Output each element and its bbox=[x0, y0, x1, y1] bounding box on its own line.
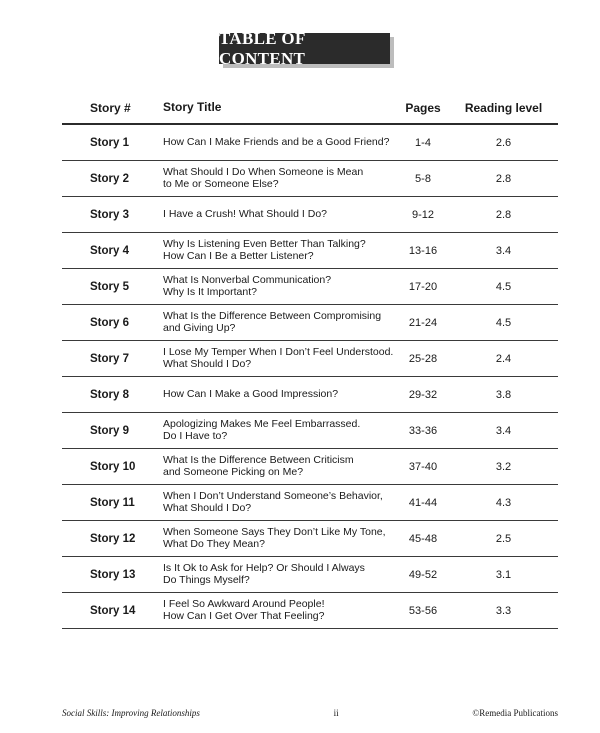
story-number: Story 13 bbox=[90, 568, 136, 581]
story-title-line-1: How Can I Make Friends and be a Good Friend? bbox=[163, 135, 390, 148]
story-reading-level: 3.4 bbox=[495, 424, 512, 437]
story-number: Story 7 bbox=[90, 352, 129, 365]
story-pages: 53-56 bbox=[408, 604, 438, 617]
table-row bbox=[62, 521, 558, 557]
story-title bbox=[163, 167, 397, 190]
story-title-line-2: What Should I Do? bbox=[163, 357, 252, 370]
story-reading-level: 4.5 bbox=[495, 280, 512, 293]
story-title bbox=[163, 137, 397, 149]
story-number: Story 9 bbox=[90, 424, 129, 437]
story-number: Story 2 bbox=[90, 172, 129, 185]
story-title bbox=[163, 347, 397, 370]
story-pages: 17-20 bbox=[408, 280, 438, 293]
table-row bbox=[62, 233, 558, 269]
story-title-line-1: Is It Ok to Ask for Help? Or Should I Always bbox=[163, 562, 365, 574]
story-pages: 29-32 bbox=[408, 388, 438, 401]
story-title bbox=[163, 599, 397, 622]
story-title-line-2: Why Is It Important? bbox=[163, 285, 257, 298]
story-title-line-1: I Have a Crush! What Should I Do? bbox=[163, 207, 327, 220]
story-title bbox=[163, 527, 397, 550]
story-title-line-1: What Is Nonverbal Communication? bbox=[163, 274, 332, 286]
story-pages: 1-4 bbox=[415, 136, 431, 149]
story-reading-level: 3.3 bbox=[495, 604, 512, 617]
story-reading-level: 2.8 bbox=[495, 208, 512, 221]
table-row bbox=[62, 557, 558, 593]
table-body bbox=[62, 125, 558, 629]
story-reading-level: 2.5 bbox=[495, 532, 512, 545]
footer-page-number: ii bbox=[333, 708, 339, 718]
story-title bbox=[163, 455, 397, 478]
story-title bbox=[163, 563, 397, 586]
story-title-line-2: to Me or Someone Else? bbox=[163, 177, 279, 190]
story-reading-level: 2.6 bbox=[495, 136, 512, 149]
story-title-line-2: and Giving Up? bbox=[163, 321, 236, 334]
table-row bbox=[62, 593, 558, 629]
story-title-line-1: Why Is Listening Even Better Than Talking? bbox=[163, 238, 366, 250]
story-title-line-1: I Lose My Temper When I Don’t Feel Understood. bbox=[163, 346, 394, 358]
header-reading-level: Reading level bbox=[464, 101, 543, 115]
footer-book-title: Social Skills: Improving Relationships bbox=[62, 708, 200, 718]
story-number: Story 12 bbox=[90, 532, 136, 545]
story-title-line-1: What Is the Difference Between Criticism bbox=[163, 454, 354, 466]
story-pages: 41-44 bbox=[408, 496, 438, 509]
story-number: Story 6 bbox=[90, 316, 129, 329]
header-pages: Pages bbox=[405, 101, 441, 115]
story-pages: 45-48 bbox=[408, 532, 438, 545]
table-header bbox=[62, 93, 558, 125]
story-pages: 33-36 bbox=[408, 424, 438, 437]
story-title-line-1: What Is the Difference Between Compromising bbox=[163, 310, 382, 322]
table-row bbox=[62, 377, 558, 413]
story-number: Story 11 bbox=[90, 496, 135, 509]
header-story-number: Story # bbox=[90, 101, 131, 115]
story-reading-level: 4.3 bbox=[495, 496, 512, 509]
table-row bbox=[62, 269, 558, 305]
story-title-line-2: How Can I Be a Better Listener? bbox=[163, 249, 314, 262]
story-title bbox=[163, 239, 397, 262]
table-row bbox=[62, 161, 558, 197]
story-reading-level: 2.8 bbox=[495, 172, 512, 185]
story-title-line-2: What Should I Do? bbox=[163, 501, 252, 514]
story-number: Story 8 bbox=[90, 388, 129, 401]
table-of-contents bbox=[62, 93, 558, 629]
story-pages: 5-8 bbox=[415, 172, 431, 185]
story-reading-level: 3.1 bbox=[495, 568, 512, 581]
story-number: Story 4 bbox=[90, 244, 129, 257]
table-row bbox=[62, 341, 558, 377]
table-row bbox=[62, 413, 558, 449]
story-title bbox=[163, 389, 397, 401]
footer-copyright: ©Remedia Publications bbox=[472, 708, 558, 718]
story-title-line-1: How Can I Make a Good Impression? bbox=[163, 387, 339, 400]
table-row bbox=[62, 125, 558, 161]
table-row bbox=[62, 197, 558, 233]
story-reading-level: 3.2 bbox=[495, 460, 512, 473]
story-title-line-2: and Someone Picking on Me? bbox=[163, 465, 304, 478]
story-reading-level: 4.5 bbox=[495, 316, 512, 329]
story-pages: 49-52 bbox=[408, 568, 438, 581]
story-title-line-1: I Feel So Awkward Around People! bbox=[163, 598, 325, 610]
story-title-line-2: Do Things Myself? bbox=[163, 573, 250, 586]
story-reading-level: 3.8 bbox=[495, 388, 512, 401]
story-number: Story 14 bbox=[90, 604, 136, 617]
story-title-line-1: Apologizing Makes Me Feel Embarrassed. bbox=[163, 418, 361, 430]
story-title bbox=[163, 419, 397, 442]
story-title bbox=[163, 491, 397, 514]
story-number: Story 1 bbox=[90, 136, 129, 149]
story-pages: 13-16 bbox=[408, 244, 438, 257]
story-pages: 25-28 bbox=[408, 352, 438, 365]
story-title bbox=[163, 311, 397, 334]
story-title-line-2: What Do They Mean? bbox=[163, 537, 265, 550]
story-number: Story 10 bbox=[90, 460, 136, 473]
story-number: Story 5 bbox=[90, 280, 129, 293]
page-title: TABLE OF CONTENT bbox=[219, 33, 390, 64]
table-row bbox=[62, 449, 558, 485]
table-row bbox=[62, 305, 558, 341]
story-pages: 9-12 bbox=[411, 208, 435, 221]
story-title-line-1: What Should I Do When Someone is Mean bbox=[163, 166, 364, 178]
story-title-line-2: Do I Have to? bbox=[163, 429, 228, 442]
story-title bbox=[163, 275, 397, 298]
page-footer bbox=[62, 708, 558, 718]
story-reading-level: 2.4 bbox=[495, 352, 512, 365]
story-reading-level: 3.4 bbox=[495, 244, 512, 257]
story-pages: 37-40 bbox=[408, 460, 438, 473]
story-pages: 21-24 bbox=[408, 316, 438, 329]
story-title bbox=[163, 209, 397, 221]
story-title-line-1: When I Don’t Understand Someone’s Behavior, bbox=[163, 490, 383, 502]
table-row bbox=[62, 485, 558, 521]
story-number: Story 3 bbox=[90, 208, 129, 221]
story-title-line-2: How Can I Get Over That Feeling? bbox=[163, 609, 325, 622]
header-story-title: Story Title bbox=[163, 100, 222, 115]
story-title-line-1: When Someone Says They Don’t Like My Tone, bbox=[163, 526, 386, 538]
